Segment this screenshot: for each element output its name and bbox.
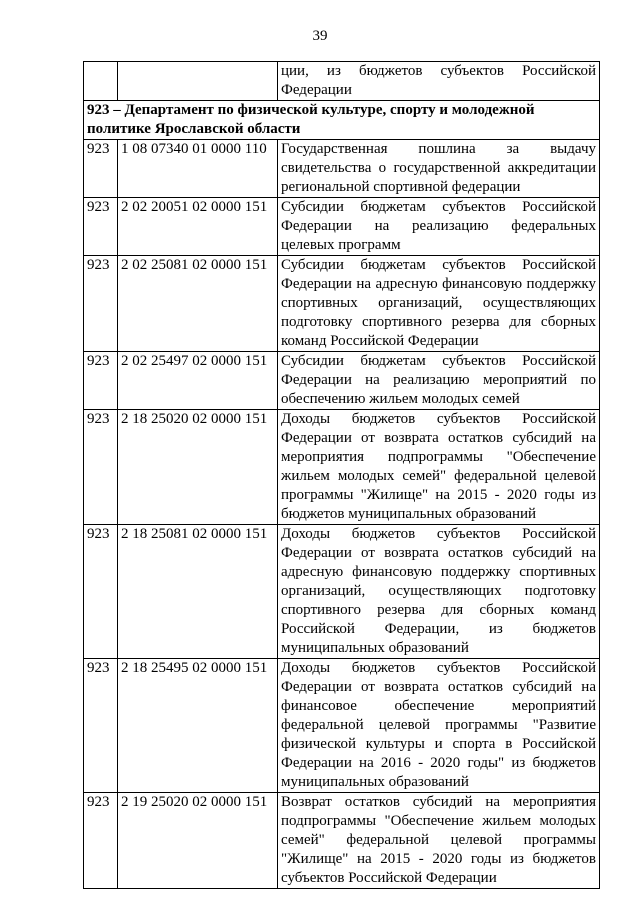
admin-code-cell: 923 <box>84 525 118 659</box>
description-cell: Возврат остатков субсидий на мероприятия подпрограммы "Обеспечение жильем молодых семей" федеральной целевой программы "Жилище" на 2015 - 2020 годы из бюджетов субъектов Российской Федерации <box>278 793 600 889</box>
table-row <box>84 410 600 525</box>
table-row <box>84 659 600 793</box>
description-cell: Доходы бюджетов субъектов Российской Федерации от возврата остатков субсидий на мероприятия подпрограммы "Обеспечение жильем молодых семей" федеральной целевой программы "Жилище" на 2015 - 2020 годы из бюджетов муниципальных образований <box>278 410 600 525</box>
table-row <box>84 198 600 256</box>
revenue-code-cell: 1 08 07340 01 0000 110 <box>118 140 278 198</box>
admin-code-cell: 923 <box>84 256 118 352</box>
revenue-code-cell <box>118 62 278 101</box>
table-row <box>84 525 600 659</box>
revenue-code-cell: 2 18 25020 02 0000 151 <box>118 410 278 525</box>
page-number: 39 <box>312 28 328 44</box>
revenue-code-cell: 2 02 25081 02 0000 151 <box>118 256 278 352</box>
table-row-continuation <box>84 62 600 101</box>
admin-code-cell: 923 <box>84 352 118 410</box>
description-cell: ции, из бюджетов субъектов Российской Федерации <box>278 62 600 101</box>
description-cell: Доходы бюджетов субъектов Российской Федерации от возврата остатков субсидий на адресную финансовую поддержку спортивных организаций, осуществляющих подготовку спортивного резерва для сборных команд Российской Федерации, из бюджетов муниципальных образований <box>278 525 600 659</box>
description-cell: Доходы бюджетов субъектов Российской Федерации от возврата остатков субсидий на финансовое обеспечение мероприятий федеральной целевой программы "Развитие физической культуры и спорта в Российской Федерации на 2016 - 2020 годы" из бюджетов муниципальных образований <box>278 659 600 793</box>
table-row <box>84 352 600 410</box>
admin-code-cell: 923 <box>84 659 118 793</box>
description-cell: Государственная пошлина за выдачу свидетельства о государственной аккредитации региональной спортивной федерации <box>278 140 600 198</box>
department-header: 923 – Департамент по физической культуре, спорту и молодежной политике Ярославской области <box>84 101 600 140</box>
revenue-code-cell: 2 18 25495 02 0000 151 <box>118 659 278 793</box>
department-header-row <box>84 101 600 140</box>
admin-code-cell: 923 <box>84 140 118 198</box>
revenue-code-cell: 2 18 25081 02 0000 151 <box>118 525 278 659</box>
table-row <box>84 793 600 889</box>
revenue-code-cell: 2 19 25020 02 0000 151 <box>118 793 278 889</box>
admin-code-cell <box>84 62 118 101</box>
description-cell: Субсидии бюджетам субъектов Российской Федерации на адресную финансовую поддержку спортивных организаций, осуществляющих подготовку спортивного резерва для сборных команд Российской Федерации <box>278 256 600 352</box>
revenue-code-cell: 2 02 20051 02 0000 151 <box>118 198 278 256</box>
table-row <box>84 256 600 352</box>
revenue-codes-table <box>83 61 600 889</box>
table-row <box>84 140 600 198</box>
revenue-code-cell: 2 02 25497 02 0000 151 <box>118 352 278 410</box>
admin-code-cell: 923 <box>84 793 118 889</box>
admin-code-cell: 923 <box>84 198 118 256</box>
admin-code-cell: 923 <box>84 410 118 525</box>
description-cell: Субсидии бюджетам субъектов Российской Федерации на реализацию мероприятий по обеспечению жильем молодых семей <box>278 352 600 410</box>
description-cell: Субсидии бюджетам субъектов Российской Федерации на реализацию федеральных целевых программ <box>278 198 600 256</box>
